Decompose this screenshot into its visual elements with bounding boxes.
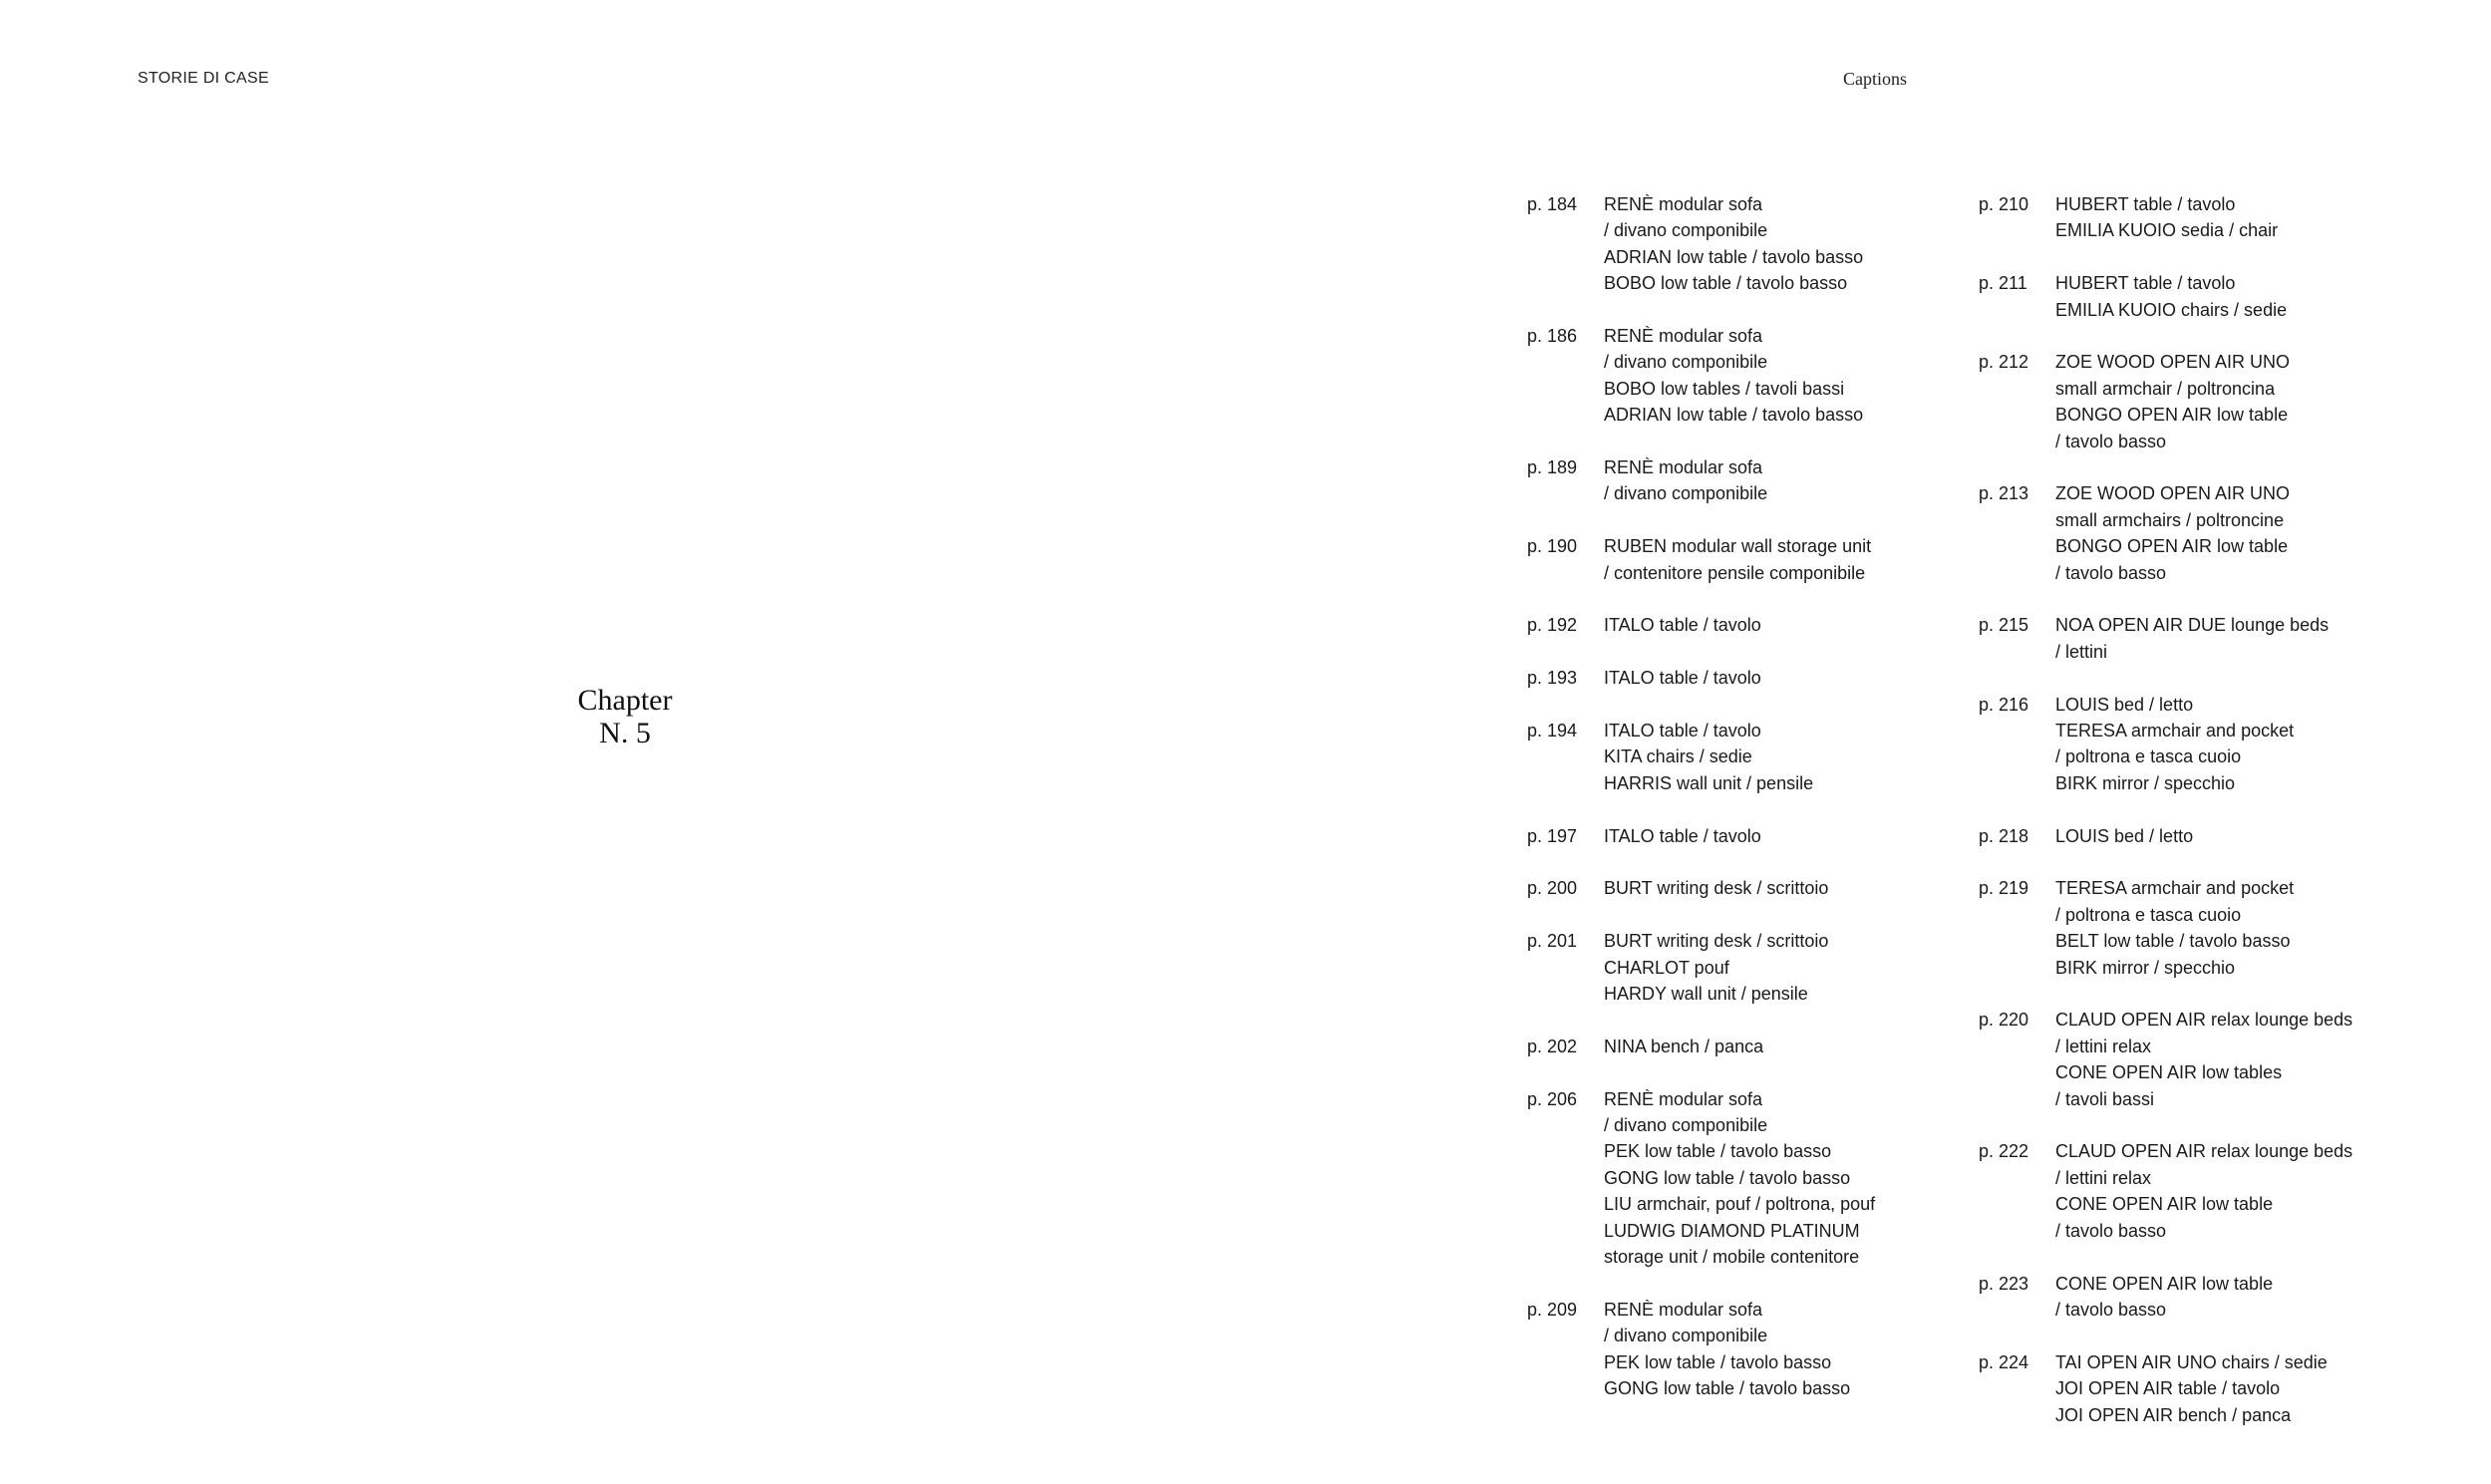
page-reference: p. 192 [1527,615,1578,636]
caption-line: GONG low table / tavolo basso [1604,1167,1851,1188]
caption-line: / divano componibile [1604,483,1768,504]
caption-line: EMILIA KUOIO chairs / sedie [2055,299,2288,320]
caption-entry [1527,323,1956,429]
caption-text [2055,1007,2407,1112]
caption-line: RENÈ modular sofa [1604,1299,1763,1320]
caption-text [1604,1034,1956,1059]
caption-line: / lettini relax [2055,1036,2152,1056]
caption-line: PEK low table / tavolo basso [1604,1351,1832,1372]
caption-text [2055,823,2407,849]
caption-line: ITALO table / tavolo [1604,615,1761,636]
caption-text [1604,1297,1956,1402]
caption-line: TAI OPEN AIR UNO chairs / sedie [2055,1351,2328,1372]
caption-line: ZOE WOOD OPEN AIR UNO [2055,352,2291,373]
caption-text [2055,692,2407,797]
caption-text [2055,875,2407,981]
caption-text [1604,1086,1956,1271]
caption-line: BOBO low tables / tavoli bassi [1604,378,1845,399]
captions-column-left [1527,191,1956,1402]
caption-line: CLAUD OPEN AIR relax lounge beds [2055,1141,2353,1162]
caption-entry [1979,191,2407,244]
caption-entry [1527,1034,1956,1059]
caption-line: HARDY wall unit / pensile [1604,984,1808,1005]
caption-line: BIRK mirror / specchio [2055,772,2236,793]
caption-text [2055,270,2407,323]
caption-entry [1979,1138,2407,1244]
caption-line: GONG low table / tavolo basso [1604,1378,1851,1399]
caption-line: / lettini [2055,641,2108,662]
page-reference: p. 184 [1527,194,1578,214]
page-reference: p. 213 [1979,483,2029,504]
caption-line: ITALO table / tavolo [1604,825,1761,846]
caption-line: RUBEN modular wall storage unit [1604,536,1872,557]
caption-line: / contenitore pensile componibile [1604,562,1866,583]
caption-text [2055,1349,2407,1428]
caption-line: JOI OPEN AIR table / tavolo [2055,1378,2281,1399]
running-header-title: STORIE DI CASE [138,70,269,87]
page-reference: p. 224 [1979,1351,2029,1372]
caption-line: HARRIS wall unit / pensile [1604,772,1814,793]
page-reference: p. 219 [1979,878,2029,899]
caption-text [2055,612,2407,665]
caption-line: CONE OPEN AIR low tables [2055,1062,2283,1083]
page-reference: p. 210 [1979,194,2029,214]
section-title: Captions [1843,69,1908,89]
page-reference: p. 218 [1979,825,2029,846]
caption-line: EMILIA KUOIO sedia / chair [2055,220,2279,241]
caption-line: LOUIS bed / letto [2055,825,2194,846]
caption-entry [1527,928,1956,1007]
caption-text [1604,454,1956,507]
caption-entry [1979,823,2407,849]
caption-line: BOBO low table / tavolo basso [1604,273,1848,294]
caption-line: HUBERT table / tavolo [2055,273,2236,294]
caption-text [1604,928,1956,1007]
caption-line: BURT writing desk / scrittoio [1604,931,1829,952]
caption-line: NOA OPEN AIR DUE lounge beds [2055,615,2330,636]
caption-line: BIRK mirror / specchio [2055,957,2236,978]
caption-line: / divano componibile [1604,220,1768,241]
page-reference: p. 211 [1979,273,2027,294]
caption-line: NINA bench / panca [1604,1036,1764,1056]
page-reference: p. 212 [1979,352,2029,373]
page-reference: p. 222 [1979,1141,2029,1162]
caption-line: LIU armchair, pouf / poltrona, pouf [1604,1194,1876,1215]
caption-line: JOI OPEN AIR bench / panca [2055,1404,2292,1425]
page-reference: p. 197 [1527,825,1578,846]
caption-entry [1979,480,2407,586]
caption-line: / tavolo basso [2055,1220,2167,1241]
caption-line: / tavolo basso [2055,562,2167,583]
caption-text [2055,349,2407,454]
caption-line: BONGO OPEN AIR low table [2055,405,2289,426]
caption-line: storage unit / mobile contenitore [1604,1247,1860,1268]
caption-line: / lettini relax [2055,1167,2152,1188]
page-reference: p. 206 [1527,1088,1578,1109]
caption-line: / poltrona e tasca cuoio [2055,904,2242,925]
caption-entry [1527,1297,1956,1402]
caption-entry [1979,875,2407,981]
caption-line: ITALO table / tavolo [1604,721,1761,742]
page-reference: p. 223 [1979,1273,2029,1294]
caption-line: TERESA armchair and pocket [2055,721,2295,742]
caption-text [2055,1271,2407,1324]
page-reference: p. 202 [1527,1036,1578,1056]
caption-entry [1527,612,1956,638]
page-reference: p. 186 [1527,326,1578,347]
caption-line: RENÈ modular sofa [1604,194,1763,214]
caption-text [2055,191,2407,244]
caption-text [1604,875,1956,901]
chapter-number: N. 5 [599,717,651,749]
caption-line: RENÈ modular sofa [1604,326,1763,347]
page-reference: p. 200 [1527,878,1578,899]
caption-text [1604,323,1956,429]
caption-entry [1979,1007,2407,1112]
caption-line: LUDWIG DIAMOND PLATINUM [1604,1220,1860,1241]
caption-line: TERESA armchair and pocket [2055,878,2295,899]
caption-line: / tavolo basso [2055,431,2167,451]
caption-line: RENÈ modular sofa [1604,457,1763,478]
caption-entry [1527,823,1956,849]
caption-entry [1979,612,2407,665]
caption-line: BELT low table / tavolo basso [2055,931,2291,952]
caption-entry [1527,454,1956,507]
caption-line: ZOE WOOD OPEN AIR UNO [2055,483,2291,504]
page-reference: p. 194 [1527,721,1578,742]
caption-text [1604,718,1956,796]
page-reference: p. 201 [1527,931,1578,952]
caption-line: / tavoli bassi [2055,1088,2155,1109]
caption-entry [1979,349,2407,454]
caption-line: BONGO OPEN AIR low table [2055,536,2289,557]
caption-entry [1979,1349,2407,1428]
caption-text [2055,1138,2407,1244]
caption-entry [1527,875,1956,901]
caption-entry [1527,533,1956,586]
captions-column-right [1979,191,2407,1428]
caption-line: CLAUD OPEN AIR relax lounge beds [2055,1010,2353,1031]
caption-entry [1979,1271,2407,1324]
page-reference: p. 220 [1979,1010,2029,1031]
caption-line: / poltrona e tasca cuoio [2055,746,2242,767]
caption-text [1604,823,1956,849]
caption-entry [1527,718,1956,796]
page-reference: p. 216 [1979,694,2029,715]
chapter-label: Chapter [577,684,673,717]
caption-entry [1527,665,1956,691]
caption-text [1604,665,1956,691]
caption-line: ADRIAN low table / tavolo basso [1604,246,1864,267]
caption-line: / divano componibile [1604,1115,1768,1136]
caption-line: / divano componibile [1604,1326,1768,1346]
caption-line: KITA chairs / sedie [1604,746,1752,767]
caption-text [2055,480,2407,586]
caption-line: BURT writing desk / scrittoio [1604,878,1829,899]
page-reference: p. 209 [1527,1299,1578,1320]
caption-text [1604,612,1956,638]
caption-line: CHARLOT pouf [1604,957,1729,978]
page-reference: p. 190 [1527,536,1578,557]
caption-line: CONE OPEN AIR low table [2055,1194,2274,1215]
caption-entry [1979,692,2407,797]
caption-line: / tavolo basso [2055,1299,2167,1320]
caption-entry [1527,1086,1956,1271]
caption-line: / divano componibile [1604,352,1768,373]
caption-entry [1527,191,1956,297]
caption-entry [1979,270,2407,323]
caption-line: ADRIAN low table / tavolo basso [1604,405,1864,426]
page-reference: p. 193 [1527,668,1578,689]
caption-line: LOUIS bed / letto [2055,694,2194,715]
page-reference: p. 215 [1979,615,2029,636]
caption-line: HUBERT table / tavolo [2055,194,2236,214]
page-reference: p. 189 [1527,457,1578,478]
caption-line: ITALO table / tavolo [1604,668,1761,689]
caption-line: small armchair / poltroncina [2055,378,2276,399]
caption-text [1604,533,1956,586]
caption-text [1604,191,1956,297]
caption-line: CONE OPEN AIR low table [2055,1273,2274,1294]
chapter-heading [525,684,725,749]
caption-line: RENÈ modular sofa [1604,1088,1763,1109]
caption-line: small armchairs / poltroncine [2055,509,2285,530]
caption-line: PEK low table / tavolo basso [1604,1141,1832,1162]
